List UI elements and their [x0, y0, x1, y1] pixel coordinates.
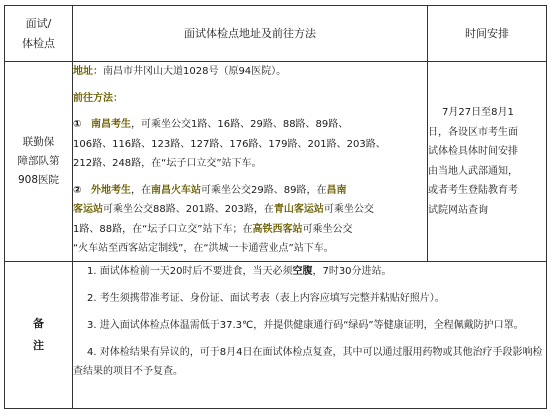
remarks-label-line2: 注 — [33, 339, 44, 352]
remark-1-text-a: 1. 面试体检前一天20时后不要进食，当天必须 — [87, 266, 293, 277]
remarks-label-line1: 备 — [33, 317, 44, 330]
time-line6: 试院网站查询 — [428, 204, 488, 216]
remark-1-emphasis: 空腹 — [292, 266, 313, 277]
remark-item-1 — [73, 262, 546, 281]
header-address-cell: 面试体检点地址及前往方法 — [73, 6, 428, 62]
route2-title: 外地考生 — [91, 184, 132, 196]
remark-item-4: 4. 对体检结果有异议的，可于8月4日在面试体检点复查，其中可以通过服用药物或其他治疗手段影响检查结果的项目不予复查。 — [73, 347, 543, 377]
site-name-line2: 障部队第 — [17, 155, 60, 167]
route2-line2 — [73, 200, 427, 220]
route2-station-gaotie: 高铁西客站 — [252, 223, 303, 235]
route1-number: ① — [73, 119, 82, 130]
site-name-line1: 联勤保 — [22, 136, 55, 148]
exam-site-table — [4, 5, 547, 409]
route2-line1 — [73, 181, 427, 201]
header-site-line1: 面试/ — [25, 16, 52, 30]
address-label: 地址： — [73, 66, 103, 77]
route1-line3: 212路、248路，在“坛子口立交”站下车。 — [73, 158, 262, 169]
address-line — [73, 62, 427, 82]
remark-item-2: 2. 考生须携带准考证、身份证、面试考表（表上内容应填写完整并粘贴好照片）。 — [87, 293, 445, 304]
site-name-cell — [5, 62, 73, 262]
remark-1-text-c: ，7时30分进站。 — [312, 266, 392, 277]
site-row — [5, 62, 547, 262]
route2-number: ② — [73, 184, 82, 196]
address-value: 南昌市井冈山大道1028号（原94医院）。 — [103, 66, 287, 77]
time-line4: 由当地人武部通知， — [428, 165, 518, 177]
route2-text3a: 1路、88路，在“坛子口立交”站下车；在 — [73, 223, 253, 235]
time-line1: 7月27日至8月1 — [442, 107, 514, 118]
time-cell — [428, 62, 547, 262]
time-line5: 或者考生登陆教育考 — [428, 185, 518, 196]
route2-station-changnan-a: 昌南 — [326, 184, 347, 196]
route2-text3b: 可乘坐公交 — [302, 223, 353, 235]
route2-text1a: ，在 — [131, 184, 152, 196]
route-label: 前往方法： — [73, 92, 123, 104]
address-cell — [73, 62, 428, 262]
route1-text1: ，可乘坐公交1路、16路、29路、88路、89路、 — [131, 119, 349, 130]
route2-line3 — [73, 220, 427, 240]
route1-title: 南昌考生 — [91, 119, 132, 130]
remarks-label-cell — [5, 262, 73, 409]
route2-station-changnan-b: 客运站 — [73, 204, 103, 215]
route1-line2: 106路、116路、123路、127路、176路、179路、201路、203路、 — [73, 138, 386, 150]
site-name-line3: 908医院 — [17, 174, 60, 186]
header-time-cell: 时间安排 — [428, 6, 547, 62]
remarks-row — [5, 262, 547, 409]
remarks-cell — [73, 262, 547, 409]
route2-text2b: 可乘坐公交 — [323, 204, 374, 215]
time-line3: 试体检具体时间安排 — [428, 146, 518, 157]
route2-station-qingshan: 青山客运站 — [273, 204, 324, 215]
table-header-row — [5, 6, 547, 62]
time-line2: 日，各设区市考生面 — [428, 126, 518, 138]
route2-line4: “火车站至西客站定制线”，在“洪城一卡通营业点”站下车。 — [73, 243, 334, 254]
header-site-cell — [5, 6, 73, 62]
header-site-line2: 体检点 — [22, 36, 55, 50]
route2-text1b: 可乘坐公交29路、89路，在 — [201, 184, 327, 196]
route1-line1 — [73, 115, 427, 135]
route-heading — [73, 89, 427, 109]
remark-item-3: 3. 进入面试体检点体温需低于37.3℃，并提供健康通行码“绿码”等健康证明，全程佩戴防护口罩。 — [87, 320, 524, 331]
route2-text2a: 可乘坐公交88路、201路、203路，在 — [103, 204, 274, 215]
route2-station-nanchang: 南昌火车站 — [151, 184, 202, 196]
